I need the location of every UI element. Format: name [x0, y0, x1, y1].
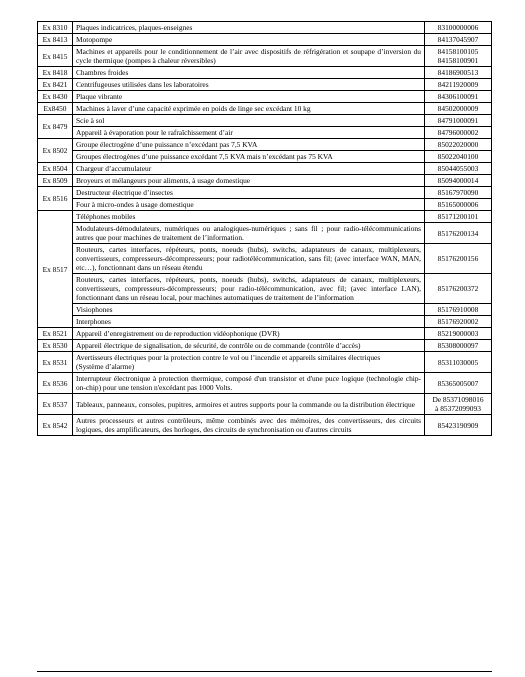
table-row	[38, 328, 492, 340]
heading-code: Ex 8517	[38, 211, 73, 328]
description-text: Scie à sol	[76, 116, 105, 125]
tariff-cell	[425, 103, 492, 115]
tariff-number: 85167970090	[437, 188, 479, 197]
tariff-number: 84186900513	[437, 68, 479, 77]
description-cell	[73, 340, 425, 352]
tariff-cell	[425, 373, 492, 394]
description-cell	[73, 223, 425, 244]
heading-code: Ex 8509	[38, 175, 73, 187]
tariff-cell	[425, 211, 492, 223]
table-row	[38, 91, 492, 103]
table-row	[38, 46, 492, 67]
table-row	[38, 163, 492, 175]
description-cell	[73, 328, 425, 340]
tariff-number: 84158100901	[437, 56, 479, 65]
description-cell	[73, 394, 425, 415]
description-cell	[73, 91, 425, 103]
description-text: Four à micro-ondes à usage domestique	[76, 200, 194, 209]
table-row	[38, 103, 492, 115]
heading-code: Ex 8502	[38, 139, 73, 163]
description-cell	[73, 244, 425, 274]
description-cell	[73, 316, 425, 328]
tariff-number: 85176910008	[437, 305, 479, 314]
description-cell	[73, 352, 425, 373]
description-text: Appareil électrique de signalisation, de sécurité, de contrôle ou de commande (contrôle d’accès)	[76, 341, 361, 350]
tariff-number: 85165000006	[437, 200, 479, 209]
tariff-number: 85176200372	[437, 284, 479, 293]
tariff-number: 85308000097	[437, 341, 479, 350]
description-cell	[73, 175, 425, 187]
tariff-cell	[425, 328, 492, 340]
tariff-cell	[425, 244, 492, 274]
tariff-cell	[425, 127, 492, 139]
tariff-number: 84502000009	[437, 104, 479, 113]
description-cell	[73, 103, 425, 115]
tariff-number: De 85371098016	[432, 395, 484, 404]
description-text: Machines à laver d’une capacité exprimée en poids de linge sec excédant 10 kg	[76, 104, 311, 113]
tariff-number: 84796000002	[437, 128, 479, 137]
description-text: (Système d’alarme)	[76, 362, 135, 371]
description-text: Centrifugeuses utilisées dans les laboratoires	[76, 80, 209, 89]
tariff-number: 84211920009	[437, 80, 479, 89]
table-row	[38, 139, 492, 151]
tariff-number: 85094000014	[437, 176, 479, 185]
tariff-number: 85365005007	[437, 378, 479, 388]
description-cell	[73, 187, 425, 199]
description-cell	[73, 415, 425, 436]
description-text: Modulateurs-démodulateurs, numériques ou analogiques-numériques ; sans fil ; pour radio-télécommunications autres que pour machines de traitement de l’information.	[76, 224, 421, 242]
description-text: Groupe électrogène d’une puissance n’excédant pas 7,5 KVA	[76, 140, 258, 149]
tariff-document	[37, 21, 492, 436]
table-row	[38, 115, 492, 127]
tariff-number: 85176200134	[437, 228, 479, 238]
table-row	[38, 127, 492, 139]
tariff-number: 84306100091	[437, 92, 479, 101]
heading-code: Ex 8413	[38, 34, 73, 46]
table-row	[38, 352, 492, 373]
tariff-cell	[425, 139, 492, 151]
description-text: Interphones	[76, 317, 111, 326]
description-cell	[73, 274, 425, 304]
heading-code: Ex 8504	[38, 163, 73, 175]
table-row	[38, 415, 492, 436]
heading-code: Ex 8536	[38, 373, 73, 394]
footer-rule	[37, 671, 492, 672]
heading-code: Ex8450	[38, 103, 73, 115]
description-cell	[73, 373, 425, 394]
heading-code: Ex 8421	[38, 79, 73, 91]
description-text: Avertisseurs électriques pour la protection contre le vol ou l’incendie et appareils similaires électriques	[76, 353, 381, 362]
description-text: Machines et appareils pour le conditionnement de l’air avec dispositifs de réfrigération et soupape d’inversion du cycle thermique (pompes à chaleur réversibles)	[76, 47, 421, 65]
tariff-cell	[425, 316, 492, 328]
description-text: Routeurs, cartes interfaces, répéteurs, ponts, noeuds (hubs), switchs, adaptateurs de canaux, multiplexeurs, convertisseurs, compresseurs-décompresseurs; pour radiotélécommunication, sans fil; (avec interface WAN, MAN, etc…), fonctionnant dans un réseau étendu	[76, 245, 421, 272]
table-row	[38, 34, 492, 46]
description-text: Chargeur d’accumulateur	[76, 164, 152, 173]
description-cell	[73, 163, 425, 175]
tariff-number: 85176200156	[437, 254, 479, 263]
table-row	[38, 316, 492, 328]
table-row	[38, 151, 492, 163]
tariff-cell	[425, 304, 492, 316]
description-text: Chambres froides	[76, 68, 129, 77]
description-text: Appareil à évaporation pour le rafraîchissement d’air	[76, 128, 233, 137]
table-row	[38, 274, 492, 304]
description-cell	[73, 304, 425, 316]
table-row	[38, 304, 492, 316]
tariff-cell	[425, 115, 492, 127]
table-row	[38, 373, 492, 394]
tariff-cell	[425, 187, 492, 199]
description-cell	[73, 34, 425, 46]
heading-code: Ex 8430	[38, 91, 73, 103]
tariff-cell	[425, 67, 492, 79]
heading-code: Ex 8415	[38, 46, 73, 67]
table-row	[38, 79, 492, 91]
tariff-number: 84137045907	[437, 35, 479, 44]
description-text: Plaque vibrante	[76, 92, 123, 101]
heading-code: Ex 8542	[38, 415, 73, 436]
description-cell	[73, 151, 425, 163]
description-text: Visiophones	[76, 305, 113, 314]
description-text: Routeurs, cartes interfaces, répéteurs, ponts, noeuds (hubs), switchs, adaptateurs de canaux, multiplexeurs, convertisseurs, compresseurs-décompresseurs; pour radio-télécommunication, avec fil; (avec interface LAN), fonctionnant dans un réseau local, pour machines automatiques de traitement de l’information	[76, 275, 421, 302]
table-row	[38, 244, 492, 274]
tariff-cell	[425, 175, 492, 187]
heading-code: Ex 8516	[38, 187, 73, 211]
tariff-number: 85044055003	[437, 164, 479, 173]
table-row	[38, 340, 492, 352]
tariff-cell	[425, 352, 492, 373]
description-text: Téléphones mobiles	[76, 212, 136, 221]
tariff-number: 84791000091	[437, 116, 479, 125]
description-cell	[73, 139, 425, 151]
tariff-number: 85022020000	[437, 140, 479, 149]
tariff-number: 83100000006	[437, 23, 479, 32]
description-text: Motopompe	[76, 35, 113, 44]
description-text: Autres processeurs et autres contrôleurs, même combinés avec des mémoires, des convertisseurs, des circuits logiques, des amplificateurs, des horloges, des circuits de synchronisation ou d'autres circuits	[76, 416, 421, 434]
heading-code: Ex 8531	[38, 352, 73, 373]
description-cell	[73, 211, 425, 223]
tariff-cell	[425, 34, 492, 46]
tariff-table	[37, 21, 492, 436]
tariff-number: 85171200101	[437, 212, 479, 221]
description-text: Tableaux, panneaux, consoles, pupitres, armoires et autres supports pour la commande ou la distribution électrique	[76, 399, 415, 409]
tariff-number: 85219000003	[437, 329, 479, 338]
heading-code: Ex 8418	[38, 67, 73, 79]
description-cell	[73, 46, 425, 67]
tariff-cell	[425, 394, 492, 415]
tariff-cell	[425, 274, 492, 304]
description-cell	[73, 79, 425, 91]
tariff-cell	[425, 163, 492, 175]
tariff-cell	[425, 46, 492, 67]
tariff-cell	[425, 79, 492, 91]
table-row	[38, 211, 492, 223]
table-row	[38, 22, 492, 34]
tariff-cell	[425, 199, 492, 211]
tariff-number: 84158100105	[437, 47, 479, 56]
description-text: Appareil d’enregistrement ou de reproduction vidéophonique (DVR)	[76, 329, 280, 338]
tariff-number: 85022040100	[437, 152, 479, 161]
description-cell	[73, 127, 425, 139]
description-text: Broyeurs et mélangeurs pour aliments, à usage domestique	[76, 176, 251, 185]
tariff-cell	[425, 415, 492, 436]
description-text: Plaques indicatrices, plaques-enseignes	[76, 23, 193, 32]
tariff-table-body	[38, 22, 492, 436]
table-row	[38, 223, 492, 244]
description-text: Destructeur électrique d’insectes	[76, 188, 173, 197]
heading-code: Ex 8521	[38, 328, 73, 340]
table-row	[38, 67, 492, 79]
description-cell	[73, 67, 425, 79]
description-cell	[73, 199, 425, 211]
tariff-number: à 85372099093	[435, 404, 481, 413]
heading-code: Ex 8479	[38, 115, 73, 139]
table-row	[38, 175, 492, 187]
tariff-cell	[425, 91, 492, 103]
description-text: Groupes électrogènes d’une puissance excédant 7,5 KVA mais n’excédant pas 75 KVA	[76, 152, 333, 161]
tariff-number: 85176920002	[437, 317, 479, 326]
description-cell	[73, 115, 425, 127]
table-row	[38, 199, 492, 211]
tariff-number: 85423190909	[437, 420, 479, 430]
tariff-cell	[425, 22, 492, 34]
tariff-number: 85311030005	[437, 357, 479, 367]
tariff-cell	[425, 151, 492, 163]
table-row	[38, 187, 492, 199]
heading-code: Ex 8530	[38, 340, 73, 352]
description-text: Interrupteur électronique à protection thermique, composé d'un transistor et d'une puce logique (technologie chip-on-chip) pour une tension n'excédant pas 1000 Volts.	[76, 374, 421, 392]
description-cell	[73, 22, 425, 34]
heading-code: Ex 8310	[38, 22, 73, 34]
tariff-cell	[425, 340, 492, 352]
tariff-cell	[425, 223, 492, 244]
heading-code: Ex 8537	[38, 394, 73, 415]
table-row	[38, 394, 492, 415]
